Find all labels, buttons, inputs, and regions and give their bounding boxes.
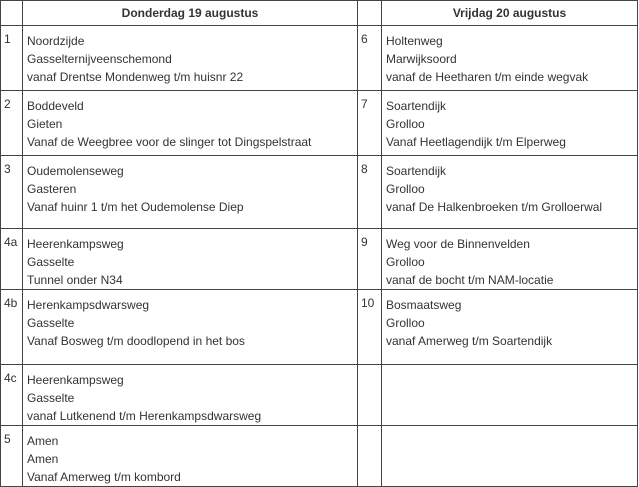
route-place: Grolloo bbox=[386, 316, 425, 330]
route-place: Grolloo bbox=[386, 117, 425, 131]
route-details-left bbox=[23, 426, 358, 487]
route-number: 10 bbox=[358, 290, 382, 365]
route-route: vanaf De Halkenbroeken t/m Grolloerwal bbox=[386, 200, 603, 214]
route-place: Amen bbox=[27, 452, 59, 466]
route-route: vanaf Lutkenend t/m Herenkampsdwarsweg bbox=[27, 409, 262, 423]
route-route: vanaf de bocht t/m NAM-locatie bbox=[386, 273, 554, 287]
route-number: 6 bbox=[358, 26, 382, 91]
route-route: Vanaf Amerweg t/m kombord bbox=[27, 470, 181, 484]
route-number: 8 bbox=[358, 156, 382, 229]
route-place: Marwijksoord bbox=[386, 52, 457, 66]
route-route: Tunnel onder N34 bbox=[27, 273, 123, 287]
route-street: Soartendijk bbox=[386, 99, 447, 113]
table-row bbox=[1, 365, 638, 426]
route-details-right bbox=[382, 156, 638, 229]
header-row bbox=[1, 1, 638, 26]
route-details-left bbox=[23, 290, 358, 365]
route-number: 3 bbox=[1, 156, 23, 229]
route-route: Vanaf de Weegbree voor de slinger tot Dingspelstraat bbox=[27, 135, 312, 149]
header-spacer-left bbox=[1, 1, 23, 26]
route-details-left bbox=[23, 365, 358, 426]
route-number: 4c bbox=[1, 365, 23, 426]
route-number: 1 bbox=[1, 26, 23, 91]
route-number: 7 bbox=[358, 91, 382, 156]
route-route: Vanaf huinr 1 t/m het Oudemolense Diep bbox=[27, 200, 244, 214]
route-street: Noordzijde bbox=[27, 34, 85, 48]
route-street: Holtenweg bbox=[386, 34, 443, 48]
table-row bbox=[1, 26, 638, 91]
route-details-left bbox=[23, 26, 358, 91]
route-street: Weg voor de Binnenvelden bbox=[386, 237, 530, 251]
route-place: Gieten bbox=[27, 117, 63, 131]
route-route: Vanaf Heetlagendijk t/m Elperweg bbox=[386, 135, 566, 149]
route-details-right bbox=[382, 26, 638, 91]
route-number: 9 bbox=[358, 229, 382, 290]
route-number bbox=[358, 426, 382, 487]
route-details-right bbox=[382, 91, 638, 156]
route-place: Gasselte bbox=[27, 316, 75, 330]
header-thursday: Donderdag 19 augustus bbox=[23, 1, 358, 26]
route-place: Grolloo bbox=[386, 182, 425, 196]
route-details-right bbox=[382, 290, 638, 365]
route-street: Soartendijk bbox=[386, 164, 447, 178]
table-row bbox=[1, 426, 638, 487]
route-street: Oudemolenseweg bbox=[27, 164, 124, 178]
route-details-left bbox=[23, 91, 358, 156]
route-street: Herenkampsdwarsweg bbox=[27, 298, 150, 312]
route-details-left bbox=[23, 156, 358, 229]
route-details-left bbox=[23, 229, 358, 290]
route-place: Gasselternijveenschemond bbox=[27, 52, 172, 66]
route-number: 5 bbox=[1, 426, 23, 487]
route-street: Heerenkampsweg bbox=[27, 237, 124, 251]
route-street: Amen bbox=[27, 434, 59, 448]
route-street: Heerenkampsweg bbox=[27, 373, 124, 387]
route-number: 4a bbox=[1, 229, 23, 290]
route-route: vanaf Drentse Mondenweg t/m huisnr 22 bbox=[27, 70, 244, 84]
route-street: Boddeveld bbox=[27, 99, 84, 113]
table-row bbox=[1, 156, 638, 229]
route-details-right bbox=[382, 229, 638, 290]
route-details-right bbox=[382, 365, 638, 426]
route-number: 4b bbox=[1, 290, 23, 365]
route-number bbox=[358, 365, 382, 426]
table-row bbox=[1, 229, 638, 290]
route-number: 2 bbox=[1, 91, 23, 156]
route-route: Vanaf Bosweg t/m doodlopend in het bos bbox=[27, 334, 245, 348]
route-place: Gasselte bbox=[27, 391, 75, 405]
route-place: Gasteren bbox=[27, 182, 77, 196]
route-place: Gasselte bbox=[27, 255, 75, 269]
route-details-right bbox=[382, 426, 638, 487]
route-route: vanaf de Heetharen t/m einde wegvak bbox=[386, 70, 589, 84]
table-row bbox=[1, 91, 638, 156]
header-friday: Vrijdag 20 augustus bbox=[382, 1, 638, 26]
header-spacer-right bbox=[358, 1, 382, 26]
route-route: vanaf Amerweg t/m Soartendijk bbox=[386, 334, 553, 348]
route-place: Grolloo bbox=[386, 255, 425, 269]
route-street: Bosmaatsweg bbox=[386, 298, 462, 312]
table-row bbox=[1, 290, 638, 365]
